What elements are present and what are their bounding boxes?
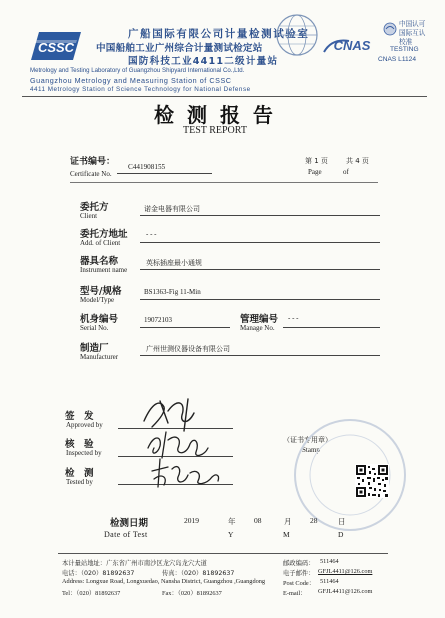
instrument-label-cn: 器具名称 [80,256,119,267]
approved-label-cn: 签 发 [65,411,94,422]
footer-postcode-value-en: 511464 [320,578,339,585]
cssc-logo-icon [29,30,83,62]
address-value: - - - [146,230,157,238]
cnas-cn-3: 校准 [399,38,413,46]
watermark-seal [290,415,410,535]
footer-divider [58,553,388,554]
cnas-logo-icon [322,35,380,55]
approved-label-en: Approved by [66,421,103,429]
tester-signature [146,455,226,493]
org-name-cn-2: 中国船舶工业广州综合计量测试检定站 [96,43,263,54]
cssc-logo [29,30,83,62]
date-year-en: Y [228,530,234,539]
address-label-en: Add. of Client [80,239,121,247]
cnas-cn-2: 国际互认 [399,29,426,37]
client-label-cn: 委托方 [80,202,109,213]
svg-text:CSSC: CSSC [37,40,75,55]
tested-label-cn: 检 测 [65,468,94,479]
certificate-label-en: Certificate No. [70,170,112,178]
cnas-en-2: CNAS L1124 [378,56,416,63]
serial-value: 19072103 [144,316,172,324]
svg-text:CNAS: CNAS [333,38,371,53]
globe-emblem-icon [275,13,319,57]
footer-postcode: 511464 [320,558,339,565]
model-underline [140,299,380,300]
page-total-cn: 共 4 页 [346,157,369,165]
org-name-en-2: Guangzhou Metrology and Measuring Station of CSSC [30,76,232,85]
manage-label-en: Manage No. [240,324,275,332]
cnas-logo [322,35,380,55]
footer-fax-en: Fax：（020）81892637 [162,590,222,597]
cnas-mark [383,21,397,35]
date-month-cn: 月 [284,517,292,526]
footer-fax-cn: 传真：（020）81892637 [162,570,235,577]
accreditation-mark-icon [383,22,397,36]
serial-label-cn: 机身编号 [80,314,119,325]
page-label-en: Page [308,168,322,176]
certificate-divider [70,182,378,183]
page-number-cn: 第 1 页 [305,157,328,165]
footer-tel-cn: 电话：（020）81892637 [62,570,135,577]
date-label-cn: 检测日期 [110,518,149,529]
org-name-cn-3: 国防科技工业4411二级计量站 [128,56,279,67]
footer-address-cn: 本计量站地址：广东省广州市南沙区龙穴岛龙穴大道 [62,560,207,567]
date-month: 08 [254,516,262,525]
report-title-en: TEST REPORT [183,125,247,136]
date-day-en: D [338,530,344,539]
manufacturer-underline [140,355,380,356]
globe-emblem [275,13,319,57]
stamp-label-en: Stamp [302,446,320,454]
date-month-en: M [283,530,290,539]
footer-email-cn: 电子邮件： [283,570,315,577]
date-day-cn: 日 [338,517,346,526]
instrument-label-en: Instrument name [80,266,128,274]
certificate-label-cn: 证书编号： [70,157,116,167]
inspected-label-en: Inspected by [66,449,102,457]
manufacturer-value: 广州世测仪器设备有限公司 [146,345,230,353]
inspected-label-cn: 核 验 [65,439,94,450]
date-label-en: Date of Test [104,530,148,539]
date-day: 28 [310,516,318,525]
tester-signature-icon [146,455,226,493]
certificate-number: C441908155 [128,163,166,171]
date-year: 2019 [184,516,199,525]
instrument-underline [140,269,380,270]
footer-postcode-en: Post Code： [283,580,316,587]
report-title-cn: 检 测 报 告 [154,103,276,127]
instrument-value: 英标插座最小通规 [146,259,202,267]
client-label-en: Client [80,212,98,220]
of-label-en: of [343,168,349,176]
qr-code [355,464,389,498]
date-year-cn: 年 [228,517,236,526]
serial-label-en: Serial No. [80,324,109,332]
client-underline [140,215,380,216]
footer-postcode-cn: 邮政编码： [283,560,315,567]
client-value: 诺金电器有限公司 [144,205,200,213]
org-name-en-3: 4411 Metrology Station of Science Technology for National Defense [30,86,251,93]
footer-address-en: Address: Longxue Road, Longxuedao, Nansha District, Guangzhou ,Guangdong [62,578,266,585]
footer-email[interactable]: GFJL4411@126.com [318,568,373,575]
model-value: BS1363-Fig 11-Min [144,288,201,296]
manage-label-cn: 管理编号 [240,314,279,325]
cnas-cn-1: 中国认可 [399,20,426,28]
org-name-cn-1: 广船国际有限公司计量检测试验室 [128,28,310,40]
model-label-en: Model/Type [80,296,115,304]
tested-label-en: Tested by [66,478,93,486]
manage-underline [283,327,380,328]
footer-email-value-en[interactable]: GFJL4411@126.com [318,588,373,595]
footer-email-en: E-mail： [283,590,307,597]
manage-value: - - - [288,314,299,322]
address-label-cn: 委托方地址 [80,229,128,240]
serial-underline [140,327,230,328]
model-label-cn: 型号/规格 [80,286,122,297]
manufacturer-label-cn: 制造厂 [80,343,109,354]
header-divider [22,96,427,97]
cnas-en-1: TESTING [390,46,419,53]
footer-tel-en: Tel：（020）81892637 [62,590,121,597]
org-name-en-1: Metrology and Testing Laboratory of Guangzhou Shipyard International Co.,Ltd. [30,67,245,74]
address-underline [140,242,380,243]
manufacturer-label-en: Manufacturer [80,353,119,361]
stamp-label-cn: （证书专用章） [283,436,332,444]
certificate-underline [117,173,212,174]
qr-code-icon [355,464,389,498]
watermark-seal-icon [290,415,410,535]
